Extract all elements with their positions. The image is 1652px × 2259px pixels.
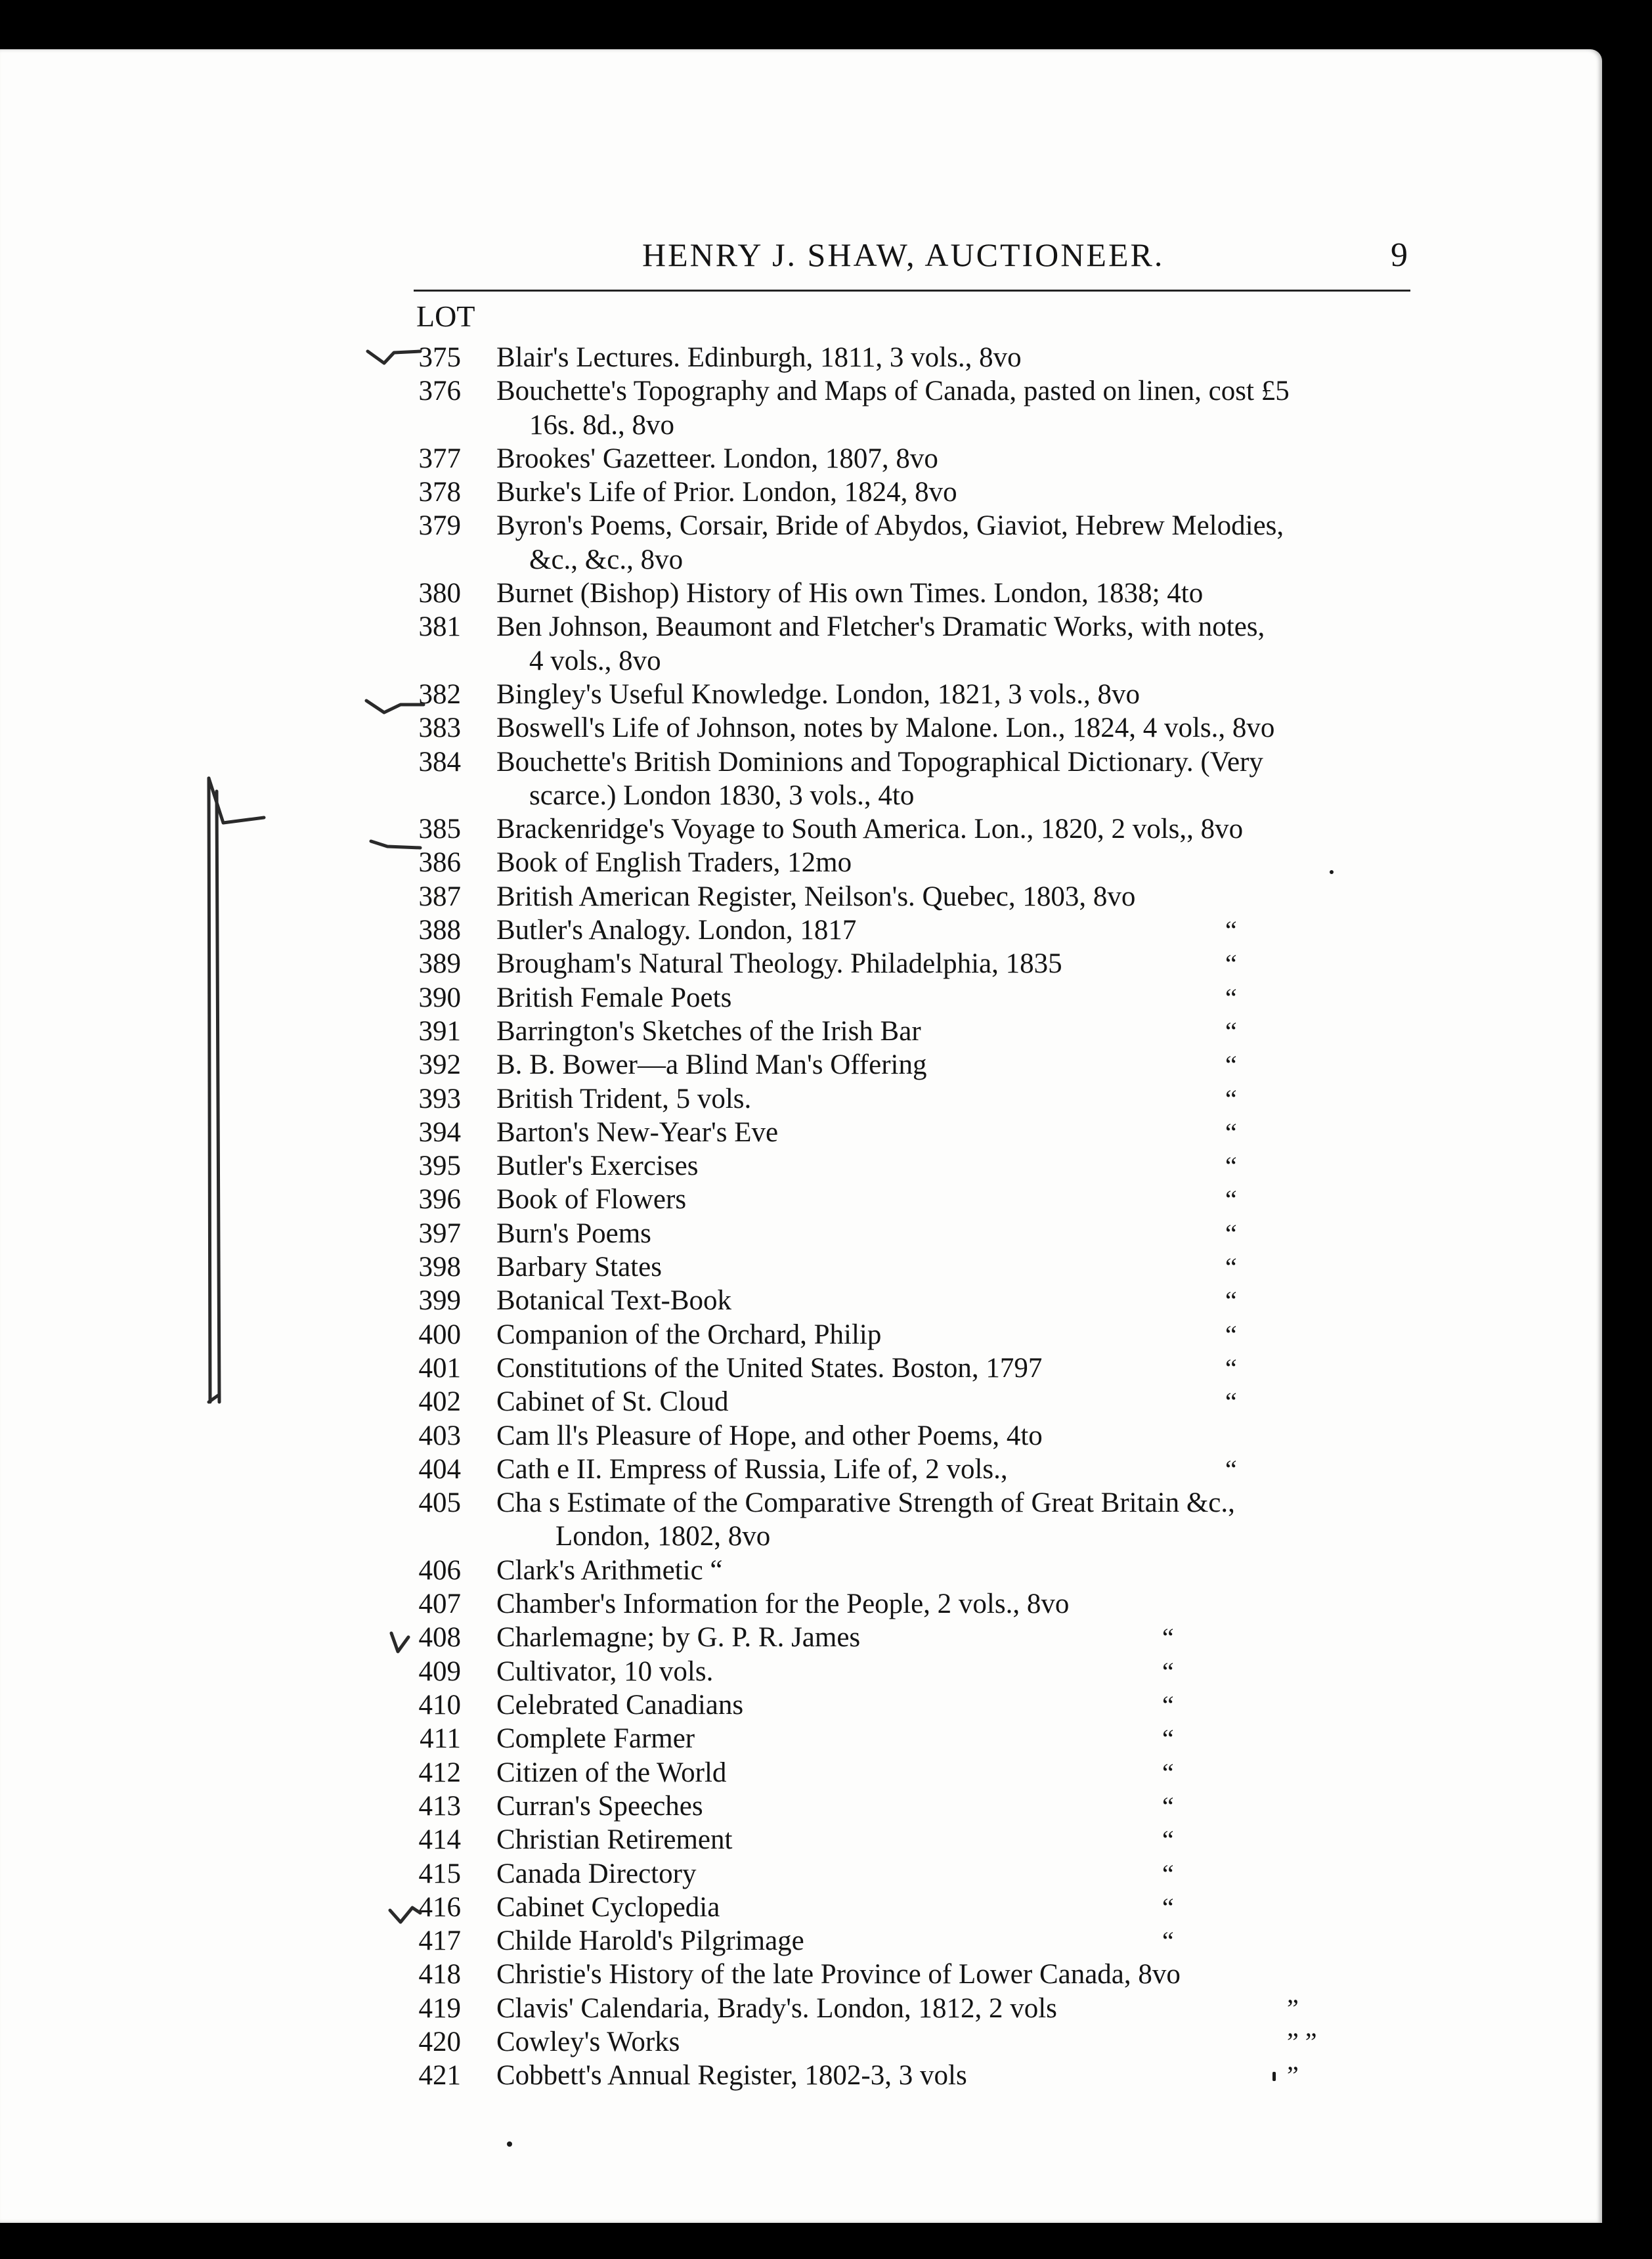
lot-title: Curran's Speeches xyxy=(496,1791,703,1822)
lot-title: Clark's Arithmetic “ xyxy=(496,1555,723,1586)
lot-title: Barton's New-Year's Eve xyxy=(496,1117,779,1148)
ditto-mark: “ xyxy=(1225,1017,1237,1046)
lot-number: 383 xyxy=(418,713,461,743)
ink-speck xyxy=(1330,870,1334,874)
page-header-title: HENRY J. SHAW, AUCTIONEER. xyxy=(642,236,1165,273)
lot-number: 405 xyxy=(418,1487,461,1518)
lot-number: 417 xyxy=(418,1925,461,1956)
lot-row xyxy=(0,947,1602,986)
lot-title: Complete Farmer xyxy=(496,1723,695,1754)
ink-speck xyxy=(507,2141,512,2147)
lot-title: Butler's Exercises xyxy=(496,1151,699,1181)
lot-title: Constitutions of the United States. Boston, 1797 xyxy=(496,1353,1043,1384)
lot-row xyxy=(0,1823,1602,1862)
lot-row xyxy=(0,1722,1602,1761)
lot-number: 411 xyxy=(420,1723,461,1754)
ditto-mark: “ xyxy=(1225,949,1237,978)
ditto-mark: “ xyxy=(1225,1455,1237,1484)
lot-number: 400 xyxy=(418,1319,461,1350)
lot-title: Book of English Traders, 12mo xyxy=(496,847,852,878)
lot-title: Cabinet Cyclopedia xyxy=(496,1892,720,1923)
ditto-mark: “ xyxy=(1225,915,1237,945)
lot-title: Brougham's Natural Theology. Philadelphia, 1835 xyxy=(496,948,1062,979)
ditto-mark: “ xyxy=(1225,1084,1237,1114)
lot-row xyxy=(0,711,1602,751)
ditto-mark: “ xyxy=(1162,1859,1174,1889)
lot-title: British Trident, 5 vols. xyxy=(496,1084,752,1114)
ditto-mark: “ xyxy=(1225,1252,1237,1282)
lot-number: 414 xyxy=(418,1824,461,1855)
lot-row xyxy=(0,2059,1602,2098)
lot-number: 386 xyxy=(418,847,461,878)
lot-title: Childe Harold's Pilgrimage xyxy=(496,1925,804,1956)
lot-title: Cobbett's Annual Register, 1802-3, 3 vols xyxy=(496,2060,967,2091)
lot-number: 406 xyxy=(418,1555,461,1586)
lot-title: Blair's Lectures. Edinburgh, 1811, 3 vols., 8vo xyxy=(496,342,1022,373)
lot-title: Boswell's Life of Johnson, notes by Malone. Lon., 1824, 4 vols., 8vo xyxy=(496,713,1275,743)
paper-sheet xyxy=(0,49,1602,2223)
lot-number: 418 xyxy=(418,1959,461,1990)
lot-number: 412 xyxy=(418,1757,461,1788)
lot-number: 376 xyxy=(418,376,461,406)
ditto-mark: “ xyxy=(1162,1623,1174,1652)
lot-title: Cath e II. Empress of Russia, Life of, 2 vols., xyxy=(496,1454,1008,1485)
lot-title: Cowley's Works xyxy=(496,2027,680,2057)
lot-title: Cabinet of St. Cloud xyxy=(496,1386,729,1417)
lot-number: 415 xyxy=(418,1858,461,1889)
lot-title: Cam ll's Pleasure of Hope, and other Poems, 4to xyxy=(496,1420,1043,1451)
lot-title: Burke's Life of Prior. London, 1824, 8vo xyxy=(496,477,957,508)
ditto-mark: ” xyxy=(1287,2061,1299,2090)
lot-number: 393 xyxy=(418,1084,461,1114)
lot-title: Christie's History of the late Province of Lower Canada, 8vo xyxy=(496,1959,1181,1990)
lot-title: Botanical Text-Book xyxy=(496,1285,732,1316)
lot-number: 404 xyxy=(418,1454,461,1485)
ditto-mark: “ xyxy=(1225,1185,1237,1214)
lot-title: Brookes' Gazetteer. London, 1807, 8vo xyxy=(496,443,938,474)
ditto-mark: “ xyxy=(1162,1791,1174,1821)
lot-number: 395 xyxy=(418,1151,461,1181)
lot-title: Butler's Analogy. London, 1817 xyxy=(496,915,857,946)
lot-number: 407 xyxy=(418,1589,461,1619)
lot-number: 421 xyxy=(418,2060,461,2091)
lot-title: Burn's Poems xyxy=(496,1218,651,1249)
lot-row xyxy=(0,1183,1602,1222)
lot-number: 396 xyxy=(418,1184,461,1215)
header-rule xyxy=(414,290,1410,292)
lot-number: 398 xyxy=(418,1252,461,1283)
ditto-mark: “ xyxy=(1162,1657,1174,1686)
lot-row xyxy=(0,374,1602,414)
ink-speck xyxy=(1272,2072,1276,2081)
lot-title: Barbary States xyxy=(496,1252,662,1283)
lot-number: 399 xyxy=(418,1285,461,1316)
lot-number: 387 xyxy=(418,881,461,912)
lot-number: 384 xyxy=(418,747,461,778)
ditto-mark: “ xyxy=(1225,1320,1237,1349)
ditto-mark: “ xyxy=(1225,1050,1237,1080)
lot-title: Byron's Poems, Corsair, Bride of Abydos, Giaviot, Hebrew Melodies, xyxy=(496,510,1284,541)
lot-number: 419 xyxy=(418,1993,461,2024)
lot-title: B. B. Bower—a Blind Man's Offering xyxy=(496,1049,927,1080)
lot-row xyxy=(0,509,1602,548)
lot-number: 380 xyxy=(418,578,461,609)
lot-title-continuation: &c., &c., 8vo xyxy=(529,544,684,575)
lot-number: 394 xyxy=(418,1117,461,1148)
lot-title: Cha s Estimate of the Comparative Strength of Great Britain &c., xyxy=(496,1487,1235,1518)
lot-number: 379 xyxy=(418,510,461,541)
lot-number: 408 xyxy=(418,1622,461,1653)
lot-title: Brackenridge's Voyage to South America. Lon., 1820, 2 vols,, 8vo xyxy=(496,814,1244,844)
lot-title: Bingley's Useful Knowledge. London, 1821, 3 vols., 8vo xyxy=(496,679,1140,710)
lot-title: Burnet (Bishop) History of His own Times. London, 1838; 4to xyxy=(496,578,1204,609)
lot-number: 381 xyxy=(418,611,461,642)
lot-number: 391 xyxy=(418,1016,461,1047)
ditto-mark: “ xyxy=(1162,1893,1174,1922)
lot-number: 389 xyxy=(418,948,461,979)
ditto-mark: “ xyxy=(1162,1825,1174,1854)
lot-title-continuation: scarce.) London 1830, 3 vols., 4to xyxy=(529,780,915,811)
lot-row-continuation xyxy=(0,1520,1602,1559)
lot-number: 402 xyxy=(418,1386,461,1417)
lot-row xyxy=(0,1385,1602,1424)
lot-number: 375 xyxy=(418,342,461,373)
lot-title: Book of Flowers xyxy=(496,1184,687,1215)
lot-title: Bouchette's British Dominions and Topographical Dictionary. (Very xyxy=(496,747,1263,778)
lot-title: Celebrated Canadians xyxy=(496,1690,744,1721)
lot-number: 382 xyxy=(418,679,461,710)
lot-number: 378 xyxy=(418,477,461,508)
lot-title: British Female Poets xyxy=(496,982,732,1013)
lot-row xyxy=(0,1284,1602,1323)
ditto-mark: ” ” xyxy=(1287,2027,1317,2057)
ditto-mark: ” xyxy=(1287,1994,1299,2023)
lot-title: Ben Johnson, Beaumont and Fletcher's Dramatic Works, with notes, xyxy=(496,611,1265,642)
lot-row xyxy=(0,1621,1602,1660)
lot-number: 392 xyxy=(418,1049,461,1080)
ditto-mark: “ xyxy=(1225,1387,1237,1416)
lot-title-continuation: 16s. 8d., 8vo xyxy=(529,410,674,441)
lot-row xyxy=(0,1048,1602,1087)
ditto-mark: “ xyxy=(1225,983,1237,1013)
lot-title: Canada Directory xyxy=(496,1858,697,1889)
lot-number: 403 xyxy=(418,1420,461,1451)
lot-title: Bouchette's Topography and Maps of Canada, pasted on linen, cost £5 xyxy=(496,376,1290,406)
lot-number: 385 xyxy=(418,814,461,844)
lot-number: 409 xyxy=(418,1656,461,1687)
lot-number: 397 xyxy=(418,1218,461,1249)
lot-title-continuation: London, 1802, 8vo xyxy=(555,1521,771,1552)
lot-number: 410 xyxy=(418,1690,461,1721)
lot-row xyxy=(0,846,1602,885)
lot-column-heading: LOT xyxy=(416,299,475,333)
ditto-mark: “ xyxy=(1225,1118,1237,1147)
lot-row xyxy=(0,1958,1602,1997)
lot-row xyxy=(0,610,1602,649)
lot-title: Barrington's Sketches of the Irish Bar xyxy=(496,1016,921,1047)
ditto-mark: “ xyxy=(1225,1151,1237,1181)
lot-number: 401 xyxy=(418,1353,461,1384)
lot-number: 416 xyxy=(418,1892,461,1923)
ditto-mark: “ xyxy=(1162,1926,1174,1956)
lot-number: 388 xyxy=(418,915,461,946)
ditto-mark: “ xyxy=(1225,1219,1237,1248)
page-number: 9 xyxy=(1391,236,1408,274)
lot-title: Cultivator, 10 vols. xyxy=(496,1656,714,1687)
lot-number: 390 xyxy=(418,982,461,1013)
lot-title: Citizen of the World xyxy=(496,1757,727,1788)
ditto-mark: “ xyxy=(1225,1286,1237,1315)
lot-number: 413 xyxy=(418,1791,461,1822)
lot-number: 377 xyxy=(418,443,461,474)
lot-number: 420 xyxy=(418,2027,461,2057)
lot-title: Christian Retirement xyxy=(496,1824,733,1855)
lot-title: Chamber's Information for the People, 2 vols., 8vo xyxy=(496,1589,1070,1619)
lot-title: Charlemagne; by G. P. R. James xyxy=(496,1622,861,1653)
lot-title: British American Register, Neilson's. Quebec, 1803, 8vo xyxy=(496,881,1136,912)
ditto-mark: “ xyxy=(1225,1353,1237,1383)
lot-title: Clavis' Calendaria, Brady's. London, 1812, 2 vols xyxy=(496,1993,1057,2024)
lot-title-continuation: 4 vols., 8vo xyxy=(529,646,661,676)
ditto-mark: “ xyxy=(1162,1690,1174,1720)
ditto-mark: “ xyxy=(1162,1758,1174,1787)
ditto-mark: “ xyxy=(1162,1724,1174,1753)
lot-title: Companion of the Orchard, Philip xyxy=(496,1319,882,1350)
